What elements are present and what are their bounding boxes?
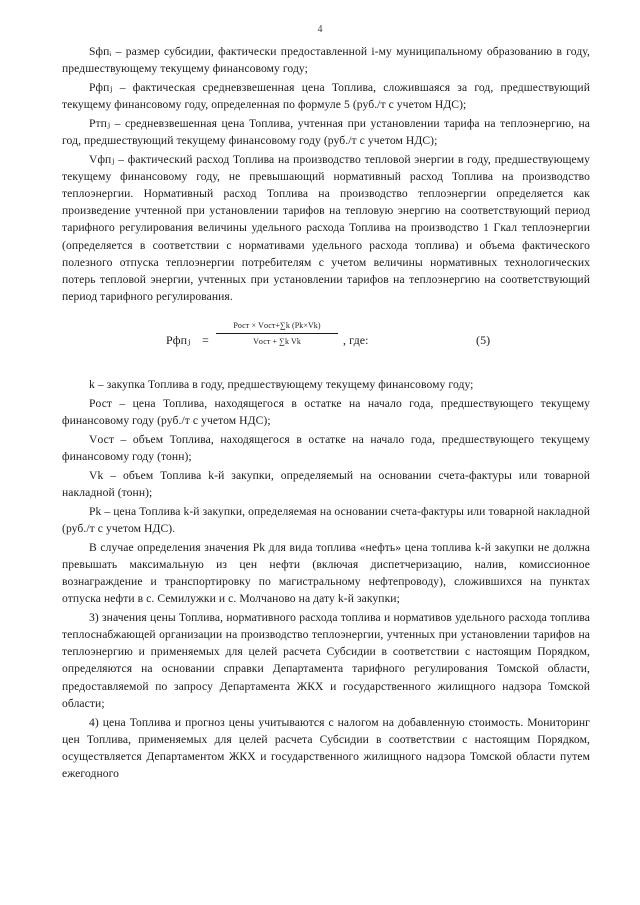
definition-s-fp: Sфпᵢ – размер субсидии, фактически предоставленной i-му муниципальному образованию в году, предшествующему текущему финансовому году; (62, 45, 590, 76)
formula-equals: = (202, 332, 209, 347)
definition-v-ost: Vост – объем Топлива, находящегося в остатке на начало года, предшествующего текущему финансовому году (тонн); (62, 432, 590, 463)
definition-r-fp: Рфпⱼ – фактическая средневзвешенная цена Топлива, сложившаяся за год, предшествующий текущему финансовому году, определенная по формуле 5 (руб./т с учетом НДС); (62, 81, 590, 112)
formula-denominator: Vост + ∑k Vk (253, 336, 301, 346)
page-number: 4 (317, 24, 323, 35)
formula-tail: , где: (343, 332, 369, 347)
formula-numerator: Pост × Vост+∑k (Pk×Vk) (216, 320, 338, 334)
formula-number: (5) (476, 332, 491, 347)
definition-p-ost: Pост – цена Топлива, находящегося в остатке на начало года, предшествующего текущему финансовому году (руб./т с учетом НДС); (62, 396, 590, 427)
item-3: 3) значения цены Топлива, нормативного расхода топлива и нормативов удельного расхода топлива теплоснабжающей организации на производство теплоэнергии, учтенных при установлении тарифов на теплоэнергию и применяемых для целей расчета Субсидии в соответствии с настоящим Порядком, определяются на основании справки Департамента тарифного регулирования Томской области, предоставляемой по запросу Департамента ЖКХ и государственного жилищного надзора Томской области; (62, 611, 590, 710)
definition-v-fp: Vфпⱼ – фактический расход Топлива на производство тепловой энергии в году, предшествующему текущему финансовому году, не превышающий нормативный расход Топлива на производство теплоэнергии. Нормативный расход Топлива на производство теплоэнергии определяется как произведение учтенной при установлении тарифов на тепловую энергию на соответствующий период тарифного регулирования величины удельного расхода Топлива на производство 1 Гкал теплоэнергии (определяется в соответствии с нормативами удельного расхода топлива) и объема фактического полезного отпуска теплоэнергии потребителям с учетом величины нормативных технологических потерь тепловой энергии, учтенных при установлении тарифов на теплоэнергию на соответствующий период тарифного регулирования. (62, 153, 590, 303)
oil-price-rule: В случае определения значения Pk для вида топлива «нефть» цена топлива k-й закупки не должна превышать максимальную из цен нефти (включая диспетчеризацию, налив, комиссионное вознаграждение и транспортировку по магистральному нефтепроводу), сложившихся на пунктах отпуска нефти в с. Семилужки и с. Молчаново на дату k-й закупки; (62, 541, 590, 606)
definition-v-k: Vk – объем Топлива k-й закупки, определяемый на основании счета-фактуры или товарной накладной (тонн); (62, 468, 590, 499)
document-body (62, 43, 590, 782)
formula-5 (62, 315, 590, 365)
definition-r-tp: Ртпⱼ – средневзвешенная цена Топлива, учтенная при установлении тарифа на теплоэнергию, на год, предшествующий текущему финансовому году (руб./т с учетом НДС); (62, 117, 590, 148)
formula-lhs: Рфпⱼ (166, 332, 191, 347)
definition-k: k – закупка Топлива в году, предшествующему текущему финансовому году; (89, 377, 474, 391)
item-4: 4) цена Топлива и прогноз цены учитываются с налогом на добавленную стоимость. Мониторинг цен Топлива, применяемых для целей расчета Субсидии в соответствии с настоящим Порядком, осуществляется Департаментом ЖКХ и государственного жилищного надзора Томской области путем ежегодного (62, 715, 590, 780)
definition-p-k: Pk – цена Топлива k-й закупки, определяемая на основании счета-фактуры или товарной накладной (руб./т с учетом НДС). (62, 505, 590, 536)
formula-fraction (216, 320, 338, 348)
